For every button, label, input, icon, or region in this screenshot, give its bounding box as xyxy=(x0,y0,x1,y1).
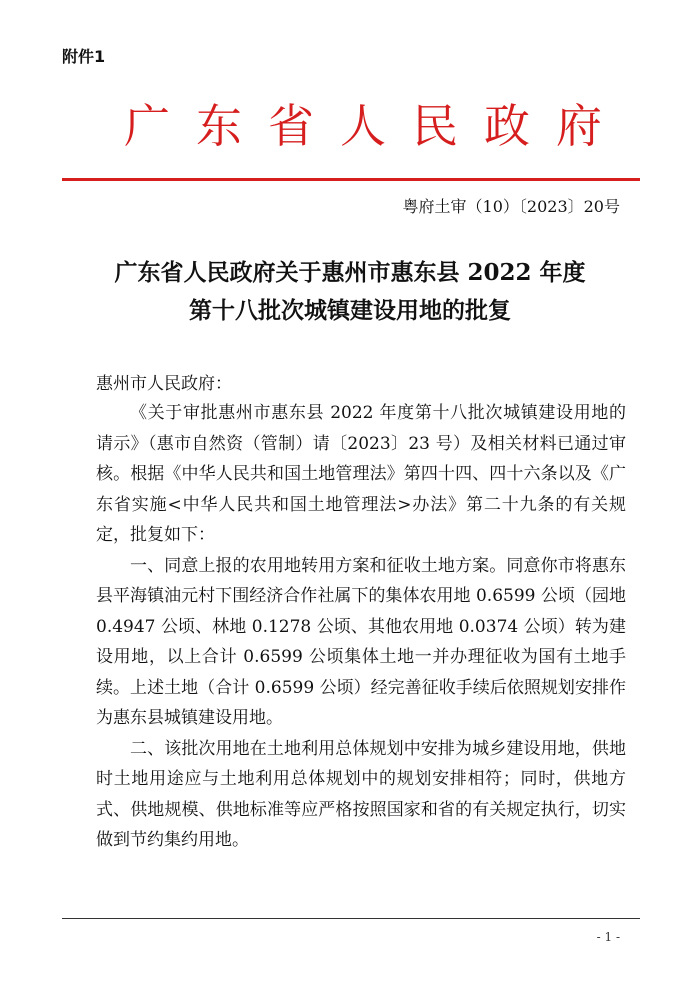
document-title-line-1: 广东省人民政府关于惠州市惠东县 2022 年度 xyxy=(114,259,586,286)
document-title xyxy=(0,254,700,330)
body-paragraph-2: 一、同意上报的农用地转用方案和征收土地方案。同意你市将惠东县平海镇油元村下围经济合作社属下的集体农用地 0.6599 公顷（园地 0.4947 公顷、林地 0.1278 公顷、其他农用地 0.0374 公顷）转为建设用地，以上合计 0.6599 公顷集体土地一并办理征收为国有土地手续。上述土地（合计 0.6599 公顷）经完善征收手续后依照规划安排作为惠东县城镇建设用地。 xyxy=(96,555,626,728)
body-paragraph-3: 二、该批次用地在土地利用总体规划中安排为城乡建设用地，供地时土地用途应与土地利用总体规划中的规划安排相符；同时，供地方式、供地规模、供地标准等应严格按照国家和省的有关规定执行，切实做到节约集约用地。 xyxy=(96,738,626,850)
document-number: 粤府土审（10）〔2023〕20号 xyxy=(402,197,620,216)
attachment-label: 附件1 xyxy=(62,47,106,66)
addressee: 惠州市人民政府： xyxy=(96,374,232,394)
page-number: - 1 - xyxy=(596,930,620,944)
document-body xyxy=(96,398,626,856)
red-divider-line xyxy=(62,178,640,181)
footer-divider-line xyxy=(62,918,640,919)
body-paragraph-1: 《关于审批惠州市惠东县 2022 年度第十八批次城镇建设用地的请示》（惠市自然资（管制）请〔2023〕23 号）及相关材料已通过审核。根据《中华人民共和国土地管理法》第四十四、四十六条以及《广东省实施<中华人民共和国土地管理法>办法》第二十九条的有关规定，批复如下： xyxy=(96,403,626,545)
document-title-line-2: 第十八批次城镇建设用地的批复 xyxy=(189,297,511,324)
issuing-authority-header: 广东省人民政府 xyxy=(124,99,628,153)
